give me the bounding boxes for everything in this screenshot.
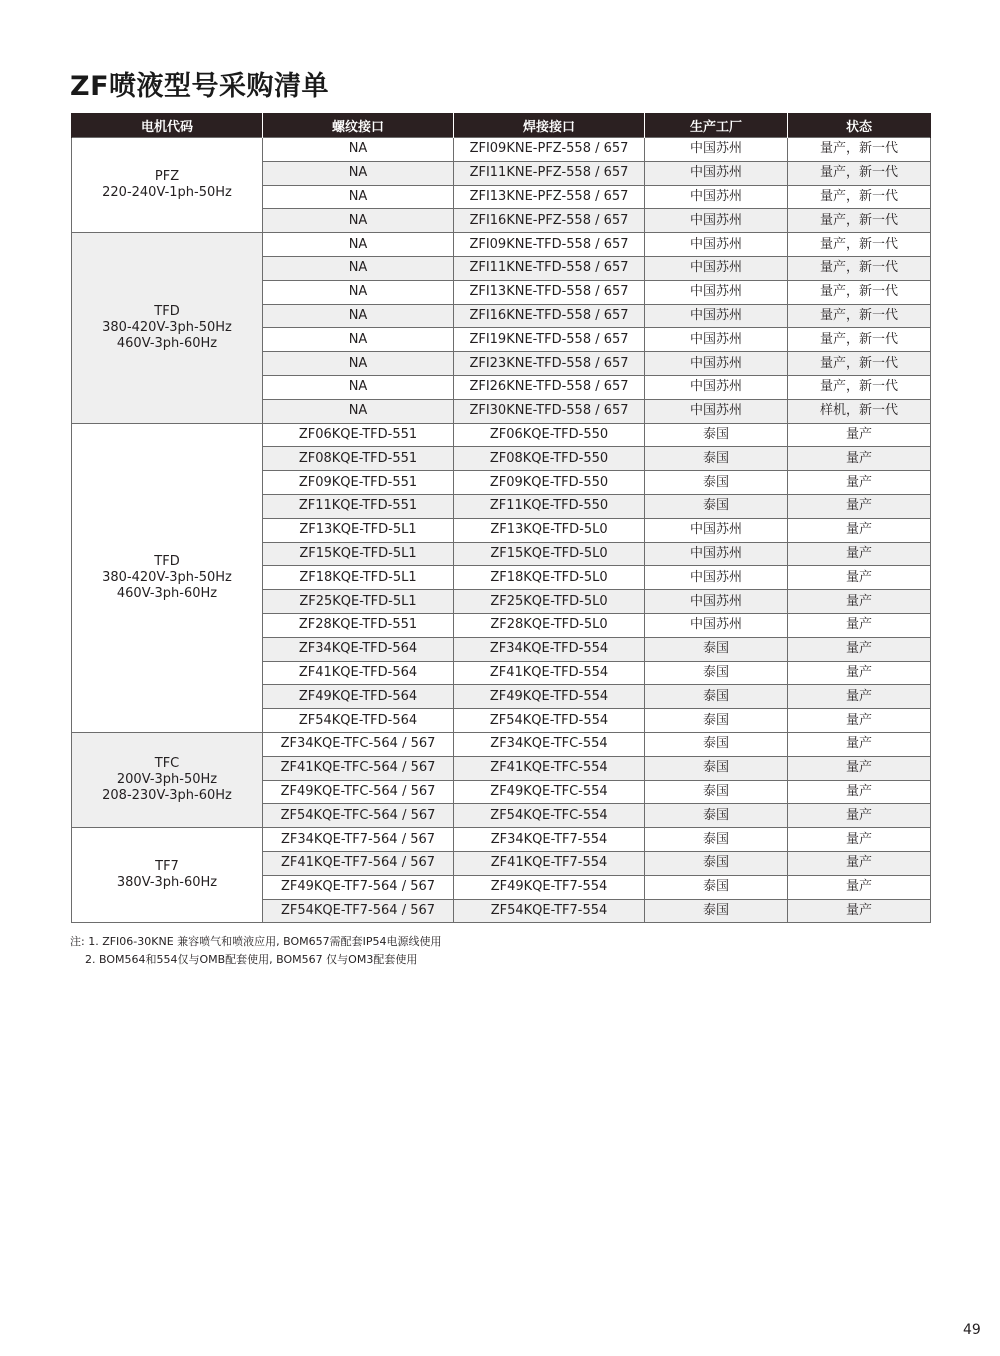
weld-port-cell: ZFI11KNE-PFZ-558 / 657: [454, 161, 645, 185]
thread-port-cell: ZF13KQE-TFD-5L1: [263, 518, 454, 542]
weld-port-cell: ZF49KQE-TFD-554: [454, 685, 645, 709]
factory-cell: 泰国: [645, 494, 788, 518]
weld-port-cell: ZFI09KNE-PFZ-558 / 657: [454, 138, 645, 162]
weld-port-cell: ZFI26KNE-TFD-558 / 657: [454, 375, 645, 399]
header-status: 状态: [788, 113, 931, 138]
thread-port-cell: NA: [263, 138, 454, 162]
factory-cell: 中国苏州: [645, 138, 788, 162]
thread-port-cell: ZF08KQE-TFD-551: [263, 447, 454, 471]
status-cell: 量产，新一代: [788, 185, 931, 209]
motor-code-line: TFD: [154, 553, 180, 569]
motor-code-line: 220-240V-1ph-50Hz: [102, 185, 232, 201]
motor-code-line: 200V-3ph-50Hz: [116, 772, 218, 788]
model-purchase-table: [71, 113, 931, 923]
factory-cell: 泰国: [645, 851, 788, 875]
status-cell: 量产: [788, 685, 931, 709]
header-weld-port: 焊接接口: [454, 113, 645, 138]
factory-cell: 泰国: [645, 828, 788, 852]
thread-port-cell: ZF41KQE-TFD-564: [263, 661, 454, 685]
weld-port-cell: ZF08KQE-TFD-550: [454, 447, 645, 471]
page-title: ZF喷液型号采购清单: [70, 71, 330, 102]
weld-port-cell: ZF34KQE-TFD-554: [454, 637, 645, 661]
thread-port-cell: NA: [263, 304, 454, 328]
weld-port-cell: ZF54KQE-TFD-554: [454, 709, 645, 733]
weld-port-cell: ZFI30KNE-TFD-558 / 657: [454, 399, 645, 423]
page-number: 49: [963, 1322, 981, 1338]
weld-port-cell: ZFI13KNE-TFD-558 / 657: [454, 280, 645, 304]
thread-port-cell: ZF09KQE-TFD-551: [263, 471, 454, 495]
thread-port-cell: NA: [263, 233, 454, 257]
status-cell: 量产: [788, 590, 931, 614]
factory-cell: 泰国: [645, 756, 788, 780]
thread-port-cell: ZF49KQE-TF7-564 / 567: [263, 875, 454, 899]
weld-port-cell: ZFI19KNE-TFD-558 / 657: [454, 328, 645, 352]
status-cell: 量产，新一代: [788, 280, 931, 304]
factory-cell: 中国苏州: [645, 161, 788, 185]
status-cell: 量产: [788, 447, 931, 471]
status-cell: 量产: [788, 899, 931, 923]
weld-port-cell: ZF41KQE-TFC-554: [454, 756, 645, 780]
factory-cell: 中国苏州: [645, 209, 788, 233]
weld-port-cell: ZF54KQE-TF7-554: [454, 899, 645, 923]
factory-cell: 中国苏州: [645, 328, 788, 352]
factory-cell: 泰国: [645, 637, 788, 661]
weld-port-cell: ZF25KQE-TFD-5L0: [454, 590, 645, 614]
thread-port-cell: NA: [263, 375, 454, 399]
thread-port-cell: ZF34KQE-TFC-564 / 567: [263, 732, 454, 756]
footnote-2: 2. BOM564和554仅与OMB配套使用, BOM567 仅与OM3配套使用: [85, 953, 418, 966]
header-factory: 生产工厂: [645, 113, 788, 138]
factory-cell: 泰国: [645, 447, 788, 471]
motor-code-line: 380-420V-3ph-50Hz: [102, 319, 232, 335]
header-motor-code: 电机代码: [72, 113, 263, 138]
table-body: [72, 138, 931, 923]
weld-port-cell: ZF34KQE-TFC-554: [454, 732, 645, 756]
motor-code-line: TFD: [154, 303, 180, 319]
status-cell: 量产: [788, 471, 931, 495]
motor-code-cell: [72, 732, 263, 827]
thread-port-cell: ZF06KQE-TFD-551: [263, 423, 454, 447]
header-thread-port: 螺纹接口: [263, 113, 454, 138]
motor-code-line: 208-230V-3ph-60Hz: [102, 788, 232, 804]
status-cell: 量产，新一代: [788, 161, 931, 185]
weld-port-cell: ZF13KQE-TFD-5L0: [454, 518, 645, 542]
thread-port-cell: ZF34KQE-TF7-564 / 567: [263, 828, 454, 852]
weld-port-cell: ZFI09KNE-TFD-558 / 657: [454, 233, 645, 257]
thread-port-cell: ZF11KQE-TFD-551: [263, 494, 454, 518]
weld-port-cell: ZF41KQE-TF7-554: [454, 851, 645, 875]
factory-cell: 泰国: [645, 423, 788, 447]
weld-port-cell: ZF49KQE-TF7-554: [454, 875, 645, 899]
factory-cell: 中国苏州: [645, 280, 788, 304]
table-row: [72, 423, 931, 447]
status-cell: 量产: [788, 756, 931, 780]
factory-cell: 泰国: [645, 780, 788, 804]
factory-cell: 中国苏州: [645, 566, 788, 590]
motor-code-cell: [72, 138, 263, 233]
weld-port-cell: ZFI23KNE-TFD-558 / 657: [454, 352, 645, 376]
thread-port-cell: ZF28KQE-TFD-551: [263, 613, 454, 637]
status-cell: 量产，新一代: [788, 375, 931, 399]
status-cell: 量产: [788, 542, 931, 566]
motor-code-line: TFC: [154, 756, 180, 772]
thread-port-cell: ZF49KQE-TFC-564 / 567: [263, 780, 454, 804]
factory-cell: 泰国: [645, 685, 788, 709]
status-cell: 量产: [788, 518, 931, 542]
factory-cell: 中国苏州: [645, 518, 788, 542]
status-cell: 量产: [788, 804, 931, 828]
thread-port-cell: NA: [263, 209, 454, 233]
status-cell: 量产: [788, 875, 931, 899]
weld-port-cell: ZF09KQE-TFD-550: [454, 471, 645, 495]
thread-port-cell: ZF25KQE-TFD-5L1: [263, 590, 454, 614]
status-cell: 量产: [788, 732, 931, 756]
motor-code-line: 460V-3ph-60Hz: [116, 335, 218, 351]
motor-code-line: 460V-3ph-60Hz: [116, 585, 218, 601]
thread-port-cell: ZF54KQE-TFC-564 / 567: [263, 804, 454, 828]
thread-port-cell: ZF49KQE-TFD-564: [263, 685, 454, 709]
factory-cell: 中国苏州: [645, 375, 788, 399]
factory-cell: 中国苏州: [645, 542, 788, 566]
status-cell: 量产，新一代: [788, 256, 931, 280]
thread-port-cell: ZF54KQE-TFD-564: [263, 709, 454, 733]
thread-port-cell: ZF41KQE-TFC-564 / 567: [263, 756, 454, 780]
status-cell: 量产: [788, 613, 931, 637]
factory-cell: 中国苏州: [645, 304, 788, 328]
motor-code-line: 380-420V-3ph-50Hz: [102, 569, 232, 585]
status-cell: 量产，新一代: [788, 209, 931, 233]
motor-code-line: 380V-3ph-60Hz: [116, 875, 218, 891]
thread-port-cell: ZF15KQE-TFD-5L1: [263, 542, 454, 566]
factory-cell: 泰国: [645, 709, 788, 733]
thread-port-cell: NA: [263, 352, 454, 376]
weld-port-cell: ZF54KQE-TFC-554: [454, 804, 645, 828]
thread-port-cell: ZF18KQE-TFD-5L1: [263, 566, 454, 590]
factory-cell: 中国苏州: [645, 233, 788, 257]
status-cell: 量产: [788, 780, 931, 804]
thread-port-cell: ZF34KQE-TFD-564: [263, 637, 454, 661]
thread-port-cell: NA: [263, 280, 454, 304]
motor-code-cell: [72, 828, 263, 923]
table-row: [72, 233, 931, 257]
weld-port-cell: ZF49KQE-TFC-554: [454, 780, 645, 804]
motor-code-cell: [72, 233, 263, 423]
status-cell: 样机，新一代: [788, 399, 931, 423]
table-header-row: [72, 113, 931, 138]
status-cell: 量产: [788, 828, 931, 852]
status-cell: 量产，新一代: [788, 304, 931, 328]
weld-port-cell: ZF15KQE-TFD-5L0: [454, 542, 645, 566]
footnote-1: 注: 1. ZFI06-30KNE 兼容喷气和喷液应用, BOM657需配套IP54电源线使用: [70, 935, 442, 948]
factory-cell: 泰国: [645, 875, 788, 899]
status-cell: 量产，新一代: [788, 352, 931, 376]
factory-cell: 中国苏州: [645, 352, 788, 376]
footnotes: [70, 933, 442, 969]
factory-cell: 中国苏州: [645, 613, 788, 637]
status-cell: 量产: [788, 709, 931, 733]
table-row: [72, 732, 931, 756]
motor-code-line: PFZ: [154, 169, 180, 185]
table-row: [72, 138, 931, 162]
factory-cell: 泰国: [645, 732, 788, 756]
weld-port-cell: ZF06KQE-TFD-550: [454, 423, 645, 447]
thread-port-cell: NA: [263, 328, 454, 352]
status-cell: 量产，新一代: [788, 328, 931, 352]
status-cell: 量产: [788, 851, 931, 875]
table-row: [72, 828, 931, 852]
factory-cell: 泰国: [645, 471, 788, 495]
thread-port-cell: ZF41KQE-TF7-564 / 567: [263, 851, 454, 875]
factory-cell: 中国苏州: [645, 256, 788, 280]
thread-port-cell: NA: [263, 185, 454, 209]
weld-port-cell: ZFI16KNE-PFZ-558 / 657: [454, 209, 645, 233]
status-cell: 量产，新一代: [788, 233, 931, 257]
weld-port-cell: ZFI16KNE-TFD-558 / 657: [454, 304, 645, 328]
thread-port-cell: NA: [263, 256, 454, 280]
status-cell: 量产，新一代: [788, 138, 931, 162]
factory-cell: 泰国: [645, 661, 788, 685]
weld-port-cell: ZF28KQE-TFD-5L0: [454, 613, 645, 637]
factory-cell: 中国苏州: [645, 399, 788, 423]
status-cell: 量产: [788, 494, 931, 518]
factory-cell: 中国苏州: [645, 185, 788, 209]
weld-port-cell: ZF41KQE-TFD-554: [454, 661, 645, 685]
status-cell: 量产: [788, 661, 931, 685]
weld-port-cell: ZFI11KNE-TFD-558 / 657: [454, 256, 645, 280]
status-cell: 量产: [788, 566, 931, 590]
thread-port-cell: NA: [263, 399, 454, 423]
status-cell: 量产: [788, 423, 931, 447]
status-cell: 量产: [788, 637, 931, 661]
motor-code-cell: [72, 423, 263, 732]
factory-cell: 泰国: [645, 899, 788, 923]
weld-port-cell: ZF11KQE-TFD-550: [454, 494, 645, 518]
weld-port-cell: ZF34KQE-TF7-554: [454, 828, 645, 852]
weld-port-cell: ZFI13KNE-PFZ-558 / 657: [454, 185, 645, 209]
thread-port-cell: ZF54KQE-TF7-564 / 567: [263, 899, 454, 923]
thread-port-cell: NA: [263, 161, 454, 185]
motor-code-line: TF7: [155, 859, 179, 875]
factory-cell: 中国苏州: [645, 590, 788, 614]
weld-port-cell: ZF18KQE-TFD-5L0: [454, 566, 645, 590]
factory-cell: 泰国: [645, 804, 788, 828]
